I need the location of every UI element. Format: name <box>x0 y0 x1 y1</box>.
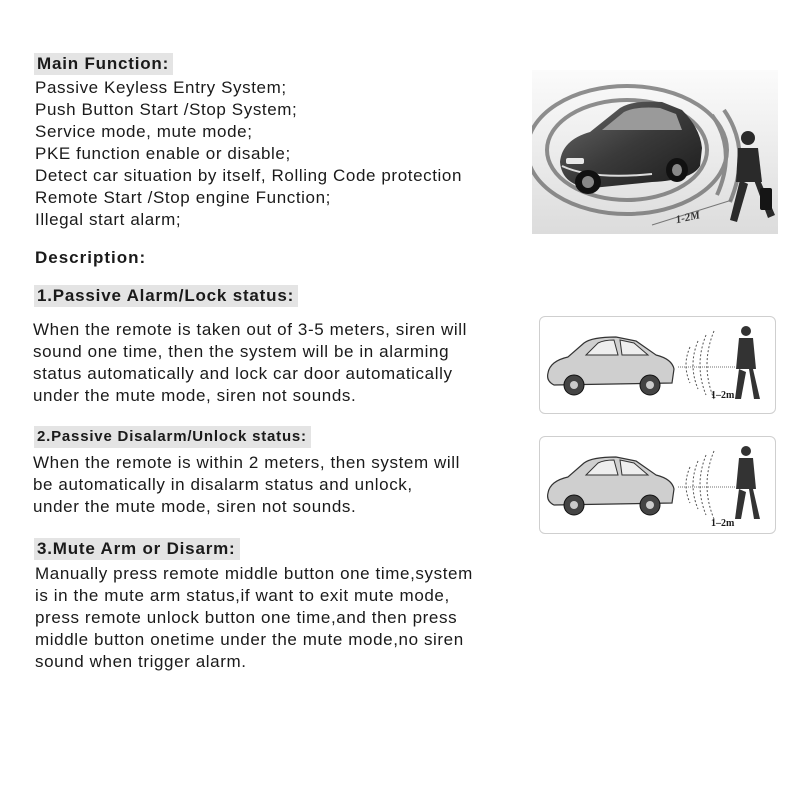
car-icon <box>548 337 674 395</box>
section-3-heading: 3.Mute Arm or Disarm: <box>34 538 240 560</box>
paragraph-line: When the remote is within 2 meters, then system will <box>33 453 461 472</box>
distance-label: 1–2m <box>711 518 735 529</box>
description-heading: Description: <box>35 248 147 267</box>
list-item: Remote Start /Stop engine Function; <box>35 188 331 207</box>
list-item: Push Button Start /Stop System; <box>35 100 298 119</box>
keyless-entry-photo <box>532 70 778 234</box>
person-icon <box>735 326 760 399</box>
section-1-heading: 1.Passive Alarm/Lock status: <box>34 285 298 307</box>
paragraph-line: under the mute mode, siren not sounds. <box>33 386 357 405</box>
disalarm-unlock-figure <box>539 436 776 534</box>
paragraph-line: press remote unlock button one time,and then press <box>35 608 458 627</box>
list-item: Illegal start alarm; <box>35 210 182 229</box>
paragraph-line: status automatically and lock car door automatically <box>33 364 453 383</box>
car-icon <box>548 457 674 515</box>
paragraph-line: is in the mute arm status,if want to exit mute mode, <box>35 586 450 605</box>
main-function-list <box>35 77 462 231</box>
section-3-text <box>35 563 473 673</box>
paragraph-line: Manually press remote middle button one time,system <box>35 564 473 583</box>
paragraph-line: middle button onetime under the mute mode,no siren <box>35 630 464 649</box>
paragraph-line: When the remote is taken out of 3-5 meters, siren will <box>33 320 467 339</box>
person-icon <box>735 446 760 519</box>
list-item: PKE function enable or disable; <box>35 144 291 163</box>
section-2-text <box>33 452 460 518</box>
list-item: Detect car situation by itself, Rolling Code protection <box>35 166 463 185</box>
main-function-heading: Main Function: <box>34 53 173 75</box>
distance-label: 1–2m <box>711 390 735 401</box>
list-item: Passive Keyless Entry System; <box>35 78 287 97</box>
paragraph-line: sound one time, then the system will be in alarming <box>33 342 450 361</box>
section-2-heading: 2.Passive Disalarm/Unlock status: <box>34 426 311 448</box>
paragraph-line: under the mute mode, siren not sounds. <box>33 497 357 516</box>
list-item: Service mode, mute mode; <box>35 122 253 141</box>
section-1-text <box>33 319 467 407</box>
paragraph-line: be automatically in disalarm status and unlock, <box>33 475 413 494</box>
alarm-lock-figure <box>539 316 776 414</box>
paragraph-line: sound when trigger alarm. <box>35 652 247 671</box>
distance-label: 1-2M <box>674 209 702 227</box>
